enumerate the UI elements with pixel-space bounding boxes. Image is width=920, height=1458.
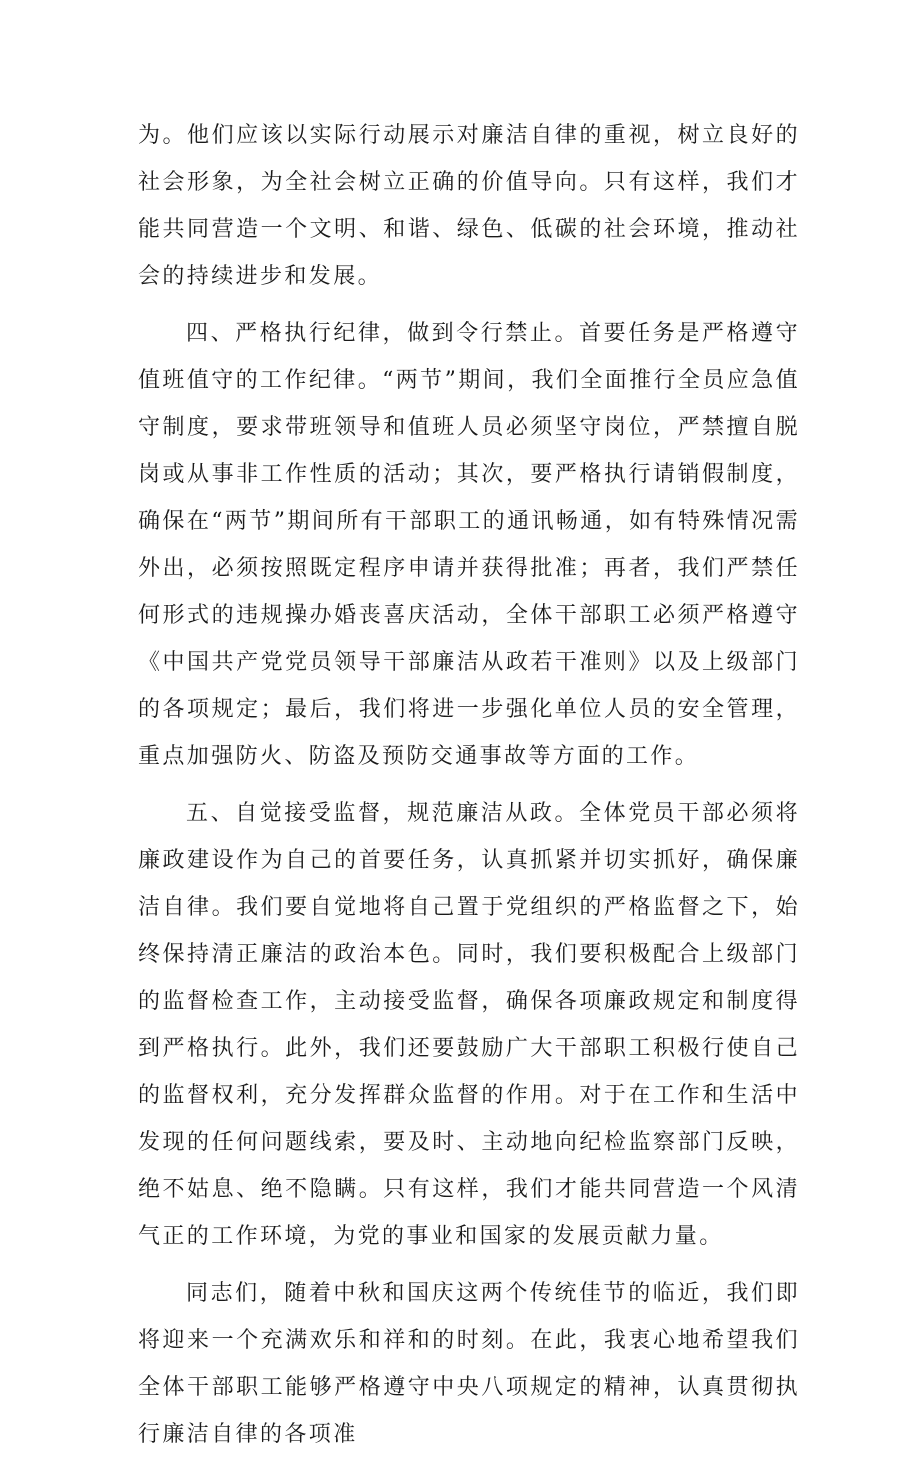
document-body xyxy=(138,112,800,1458)
paragraph-section-four: 四、严格执行纪律，做到令行禁止。首要任务是严格遵守值班值守的工作纪律。“两节”期间，我们全面推行全员应急值守制度，要求带班领导和值班人员必须坚守岗位，严禁擅自脱岗或从事非工作性质的活动；其次，要严格执行请销假制度，确保在“两节”期间所有干部职工的通讯畅通，如有特殊情况需外出，必须按照既定程序申请并获得批准；再者，我们严禁任何形式的违规操办婚丧喜庆活动，全体干部职工必须严格遵守《中国共产党党员领导干部廉洁从政若干准则》以及上级部门的各项规定；最后，我们将进一步强化单位人员的安全管理，重点加强防火、防盗及预防交通事故等方面的工作。 xyxy=(138,321,800,769)
paragraph-continuation: 为。他们应该以实际行动展示对廉洁自律的重视，树立良好的社会形象，为全社会树立正确的价值导向。只有这样，我们才能共同营造一个文明、和谐、绿色、低碳的社会环境，推动社会的持续进步和发展。 xyxy=(138,123,800,289)
paragraph-closing: 同志们，随着中秋和国庆这两个传统佳节的临近，我们即将迎来一个充满欢乐和祥和的时刻。在此，我衷心地希望我们全体干部职工能够严格遵守中央八项规定的精神，认真贯彻执行廉洁自律的各项准 xyxy=(138,1281,800,1447)
paragraph-section-five: 五、自觉接受监督，规范廉洁从政。全体党员干部必须将廉政建设作为自己的首要任务，认真抓紧并切实抓好，确保廉洁自律。我们要自觉地将自己置于党组织的严格监督之下，始终保持清正廉洁的政治本色。同时，我们要积极配合上级部门的监督检查工作，主动接受监督，确保各项廉政规定和制度得到严格执行。此外，我们还要鼓励广大干部职工积极行使自己的监督权利，充分发挥群众监督的作用。对于在工作和生活中发现的任何问题线索，要及时、主动地向纪检监察部门反映，绝不姑息、绝不隐瞒。只有这样，我们才能共同营造一个风清气正的工作环境，为党的事业和国家的发展贡献力量。 xyxy=(138,801,800,1249)
